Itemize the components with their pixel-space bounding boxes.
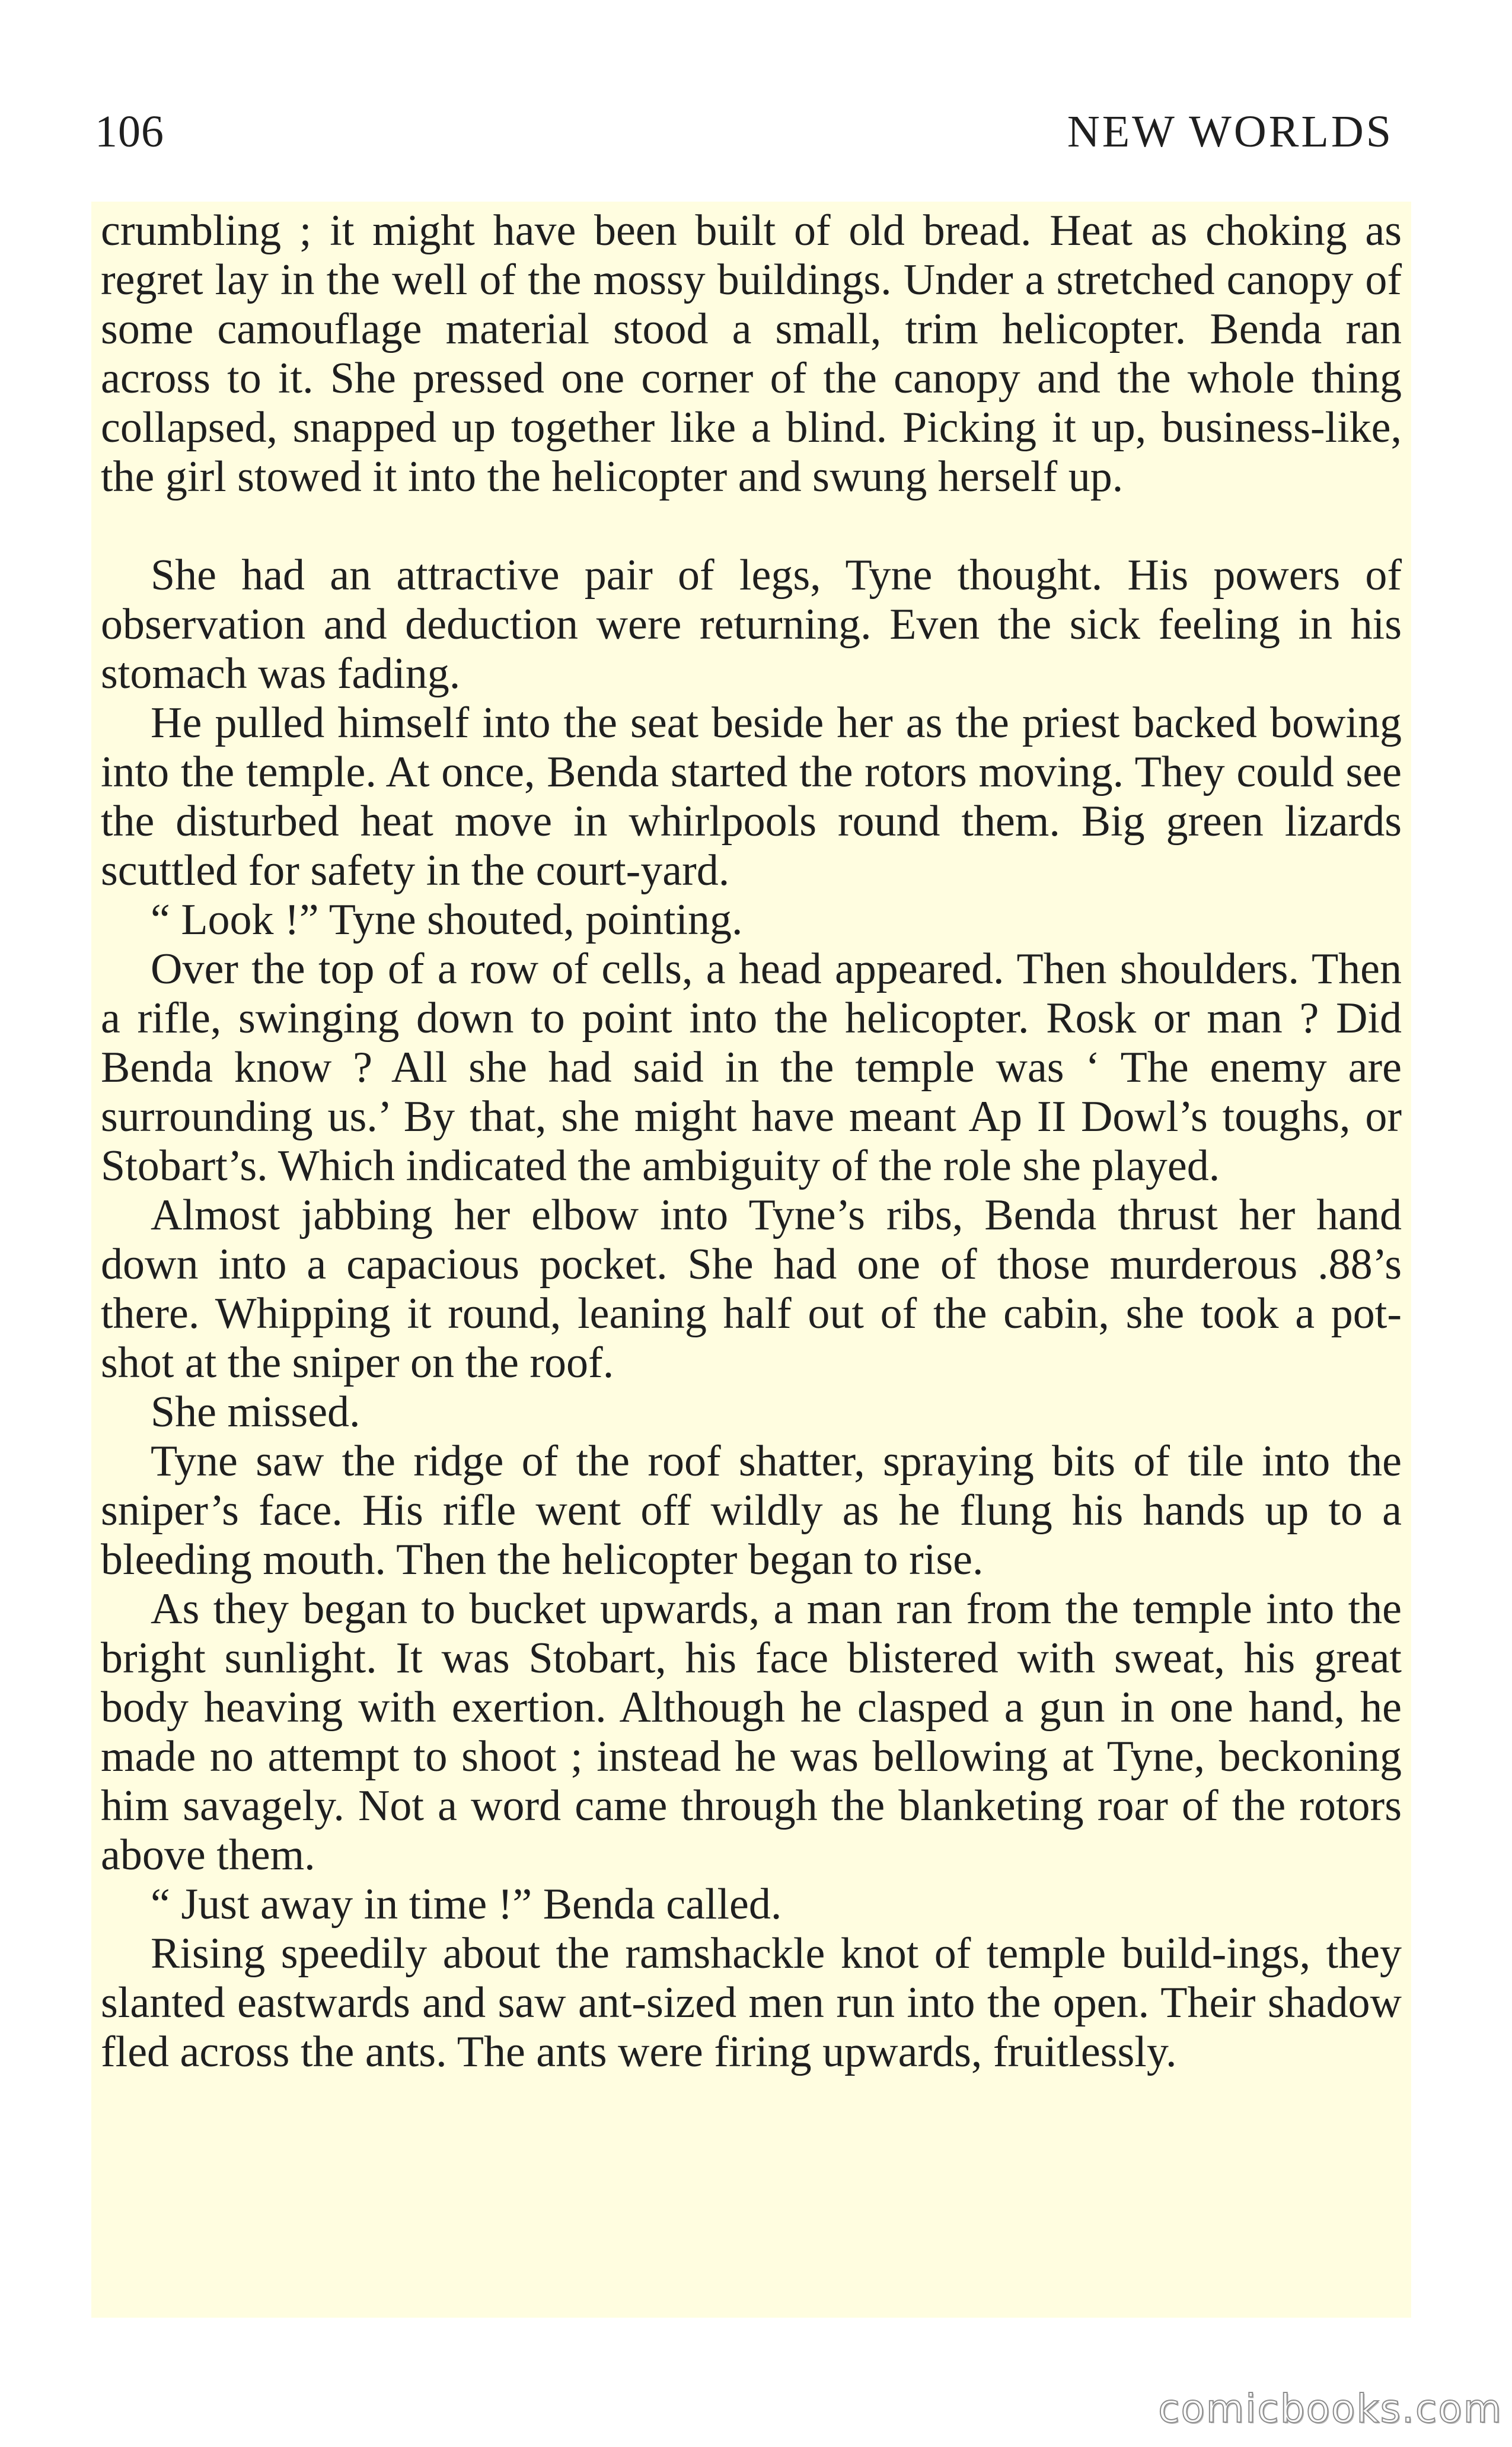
paragraph: She missed. <box>151 1388 361 1436</box>
watermark: comicbooks.com <box>1158 2386 1503 2432</box>
paragraph: crumbling ; it might have been built of old bread. Heat as choking as regret lay in the well of the mossy buildings. Under a stretched canopy of some camouflage material stood a small, trim helicopter. Benda ran across to it. She pressed one corner of the canopy and the whole thing collapsed, snapped up together like a blind. Picking it up, business-like, the girl stowed it into the helicopter and swung herself up. <box>101 206 1402 501</box>
running-title: NEW WORLDS <box>1067 107 1393 157</box>
text-block <box>91 202 1411 2318</box>
paragraph: She had an attractive pair of legs, Tyne thought. His powers of observation and deduction were returning. Even the sick feeling in his stomach was fading. <box>101 551 1402 698</box>
paragraph: “ Just away in time !” Benda called. <box>151 1880 782 1929</box>
paragraph: He pulled himself into the seat beside her as the priest backed bowing into the temple. At once, Benda started the rotors moving. They could see the disturbed heat move in whirlpools round them. Big green lizards scuttled for safety in the court-yard. <box>101 699 1402 895</box>
paragraph: Almost jabbing her elbow into Tyne’s ribs, Benda thrust her hand down into a capacious pocket. She had one of those murderous .88’s there. Whipping it round, leaning half out of the cabin, she took a pot-shot at the sniper on the roof. <box>101 1191 1402 1387</box>
page-number: 106 <box>95 107 164 157</box>
paragraph: As they began to bucket upwards, a man ran from the temple into the bright sunlight. It was Stobart, his face blistered with sweat, his great body heaving with exertion. Although he clasped a gun in one hand, he made no attempt to shoot ; instead he was bellowing at Tyne, beckoning him savagely. Not a word came through the blanketing roar of the rotors above them. <box>101 1585 1402 1879</box>
paragraph: Tyne saw the ridge of the roof shatter, spraying bits of tile into the sniper’s face. His rifle went off wildly as he flung his hands up to a bleeding mouth. Then the helicopter began to rise. <box>101 1437 1402 1584</box>
paragraph: “ Look !” Tyne shouted, pointing. <box>151 896 743 944</box>
paragraph: Rising speedily about the ramshackle knot of temple build-ings, they slanted eastwards and saw ant-sized men run into the open. Their shadow fled across the ants. The ants were firing upwards, fruitlessly. <box>101 1929 1402 2076</box>
paragraph: Over the top of a row of cells, a head appeared. Then shoulders. Then a rifle, swinging down to point into the helicopter. Rosk or man ? Did Benda know ? All she had said in the temple was ‘ The enemy are surrounding us.’ By that, she might have meant Ap II Dowl’s toughs, or Stobart’s. Which indicated the ambiguity of the role she played. <box>101 945 1402 1190</box>
